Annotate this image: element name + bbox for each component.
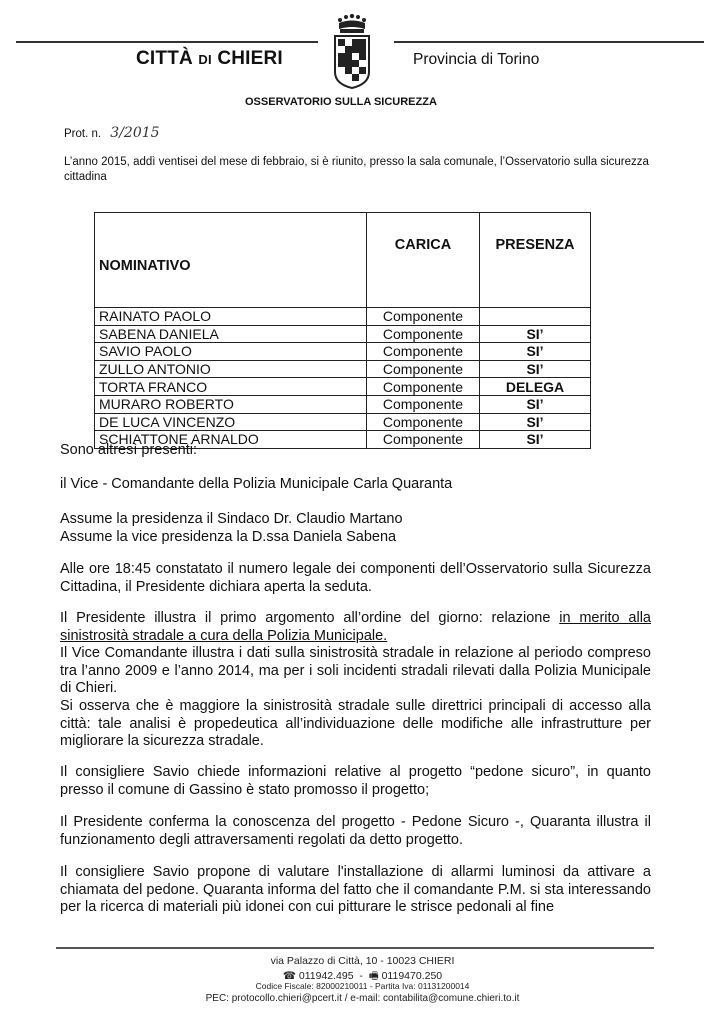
footer-contacts: ☎ 011942.495 - 🖷 0119470.250 <box>282 970 443 982</box>
member-role: Componente <box>367 325 480 343</box>
footer-fax: 0119470.250 <box>381 970 443 982</box>
member-presence: SI’ <box>480 395 591 413</box>
agenda-item <box>60 610 651 645</box>
member-presence <box>480 308 591 326</box>
city-title-name: CHIERI <box>217 48 283 69</box>
member-presence: SI’ <box>480 325 591 343</box>
agenda-item-text: Il Presidente illustra il primo argomento all’ordine del giorno: relazione <box>60 610 560 626</box>
agenda-item-topic: in merito alla sinistrosità stradale a cura della Polizia Municipale. <box>60 610 651 644</box>
president-confirmation: Il Presidente conferma la conoscenza del progetto - Pedone Sicuro -, Quaranta illustra il funzionamento degli attraversamenti regolati da detto progetto. <box>60 814 651 848</box>
footer-address: via Palazzo di Città, 10 - 10023 CHIERI <box>270 955 455 967</box>
header-rule-right <box>394 41 704 43</box>
member-role: Componente <box>367 343 480 361</box>
member-role: Componente <box>367 395 480 413</box>
protocol-handwritten: 3/2015 <box>110 125 160 141</box>
member-name: MURARO ROBERTO <box>95 395 367 413</box>
table-row <box>95 413 591 431</box>
member-role: Componente <box>367 413 480 431</box>
col-header-role: CARICA <box>367 213 480 308</box>
member-role: Componente <box>367 308 480 326</box>
member-role: Componente <box>367 431 480 449</box>
table-row <box>95 378 591 396</box>
city-title-di: DI <box>198 52 212 67</box>
member-name: SABENA DANIELA <box>95 325 367 343</box>
member-role: Componente <box>367 360 480 378</box>
footer-pec: PEC: protocollo.chieri@pcert.it / e-mail: contabilita@comune.chieri.to.it <box>205 993 520 1004</box>
member-presence: DELEGA <box>480 378 591 396</box>
member-presence: SI’ <box>480 413 591 431</box>
header-rule-left <box>16 41 318 43</box>
savio-question: Il consigliere Savio chiede informazioni relative al progetto “pedone sicuro”, in quanto presso il comune di Gassino è stato promosso il progetto; <box>60 764 651 798</box>
member-name: ZULLO ANTONIO <box>95 360 367 378</box>
member-name: RAINATO PAOLO <box>95 308 367 326</box>
table-row <box>95 360 591 378</box>
savio-proposal: Il consigliere Savio propone di valutare l'installazione di allarmi luminosi da attivare a chiamata del pedone. Quaranta informa del fatto che il comandante P.M. si sta interessando per la ricerca di materiali più idonei con cui pitturare le strisce pedonali al fine <box>60 864 651 916</box>
member-name: SCHIATTONE ARNALDO <box>95 431 367 449</box>
present-intro: Sono altresì presenti: <box>60 442 198 458</box>
table-row <box>95 343 591 361</box>
footer-rule <box>56 947 654 949</box>
vice-commander-line: il Vice - Comandante della Polizia Municipale Carla Quaranta <box>60 476 453 492</box>
city-title-main: CITTÀ <box>136 48 193 69</box>
table-row <box>95 325 591 343</box>
member-name: DE LUCA VINCENZO <box>95 413 367 431</box>
observatory-title: OSSERVATORIO SULLA SICUREZZA <box>245 96 437 108</box>
city-title <box>136 48 283 70</box>
footer-fiscal: Codice Fiscale: 82000210011 - Partita Iva: 01131200014 <box>255 981 470 991</box>
member-role: Componente <box>367 378 480 396</box>
member-presence: SI’ <box>480 431 591 449</box>
table-row <box>95 395 591 413</box>
col-header-presence: PRESENZA <box>480 213 591 308</box>
vice-presidency-line: Assume la vice presidenza la D.ssa Daniela Sabena <box>60 528 397 545</box>
data-illustration: Il Vice Comandante illustra i dati sulla sinistrosità stradale in relazione al periodo compreso tra l’anno 2009 e l’anno 2014, ma per i soli incidenti stradali rilevati dalla Polizia Municipale di Chieri. <box>60 645 651 697</box>
intro-text: L’anno 2015, addì ventisei del mese di febbraio, si è riunito, presso la sala comunale, l’Osservatorio sulla sicurezza cittadina <box>64 156 649 183</box>
col-header-name: NOMINATIVO <box>95 213 367 308</box>
protocol-label: Prot. n. <box>64 128 102 140</box>
presidency-block <box>60 511 651 546</box>
province-label: Provincia di Torino <box>413 51 540 68</box>
table-row <box>95 308 591 326</box>
agenda-paragraph <box>60 610 651 751</box>
attendance-table <box>94 212 591 449</box>
presidency-line: Assume la presidenza il Sindaco Dr. Claudio Martano <box>60 511 403 527</box>
opening-paragraph: Alle ore 18:45 constatato il numero legale dei componenti dell’Osservatorio sulla Sicurezza Cittadina, il Presidente dichiara aperta la seduta. <box>60 561 651 595</box>
observation: Si osserva che è maggiore la sinistrosità stradale sulle direttrici principali di accesso alla città: tale analisi è propedeutica all’individuazione delle modifiche alle infrastrutture per migliorare la sicurezza stradale. <box>60 697 651 750</box>
member-name: SAVIO PAOLO <box>95 343 367 361</box>
footer-phone: 011942.495 <box>298 970 354 982</box>
city-crest-icon <box>332 14 372 90</box>
phone-icon: ☎ <box>282 970 296 982</box>
member-presence: SI’ <box>480 343 591 361</box>
member-name: TORTA FRANCO <box>95 378 367 396</box>
table-header-row <box>95 213 591 308</box>
fax-icon: 🖷 <box>368 970 379 982</box>
protocol-number <box>64 125 160 141</box>
member-presence: SI’ <box>480 360 591 378</box>
